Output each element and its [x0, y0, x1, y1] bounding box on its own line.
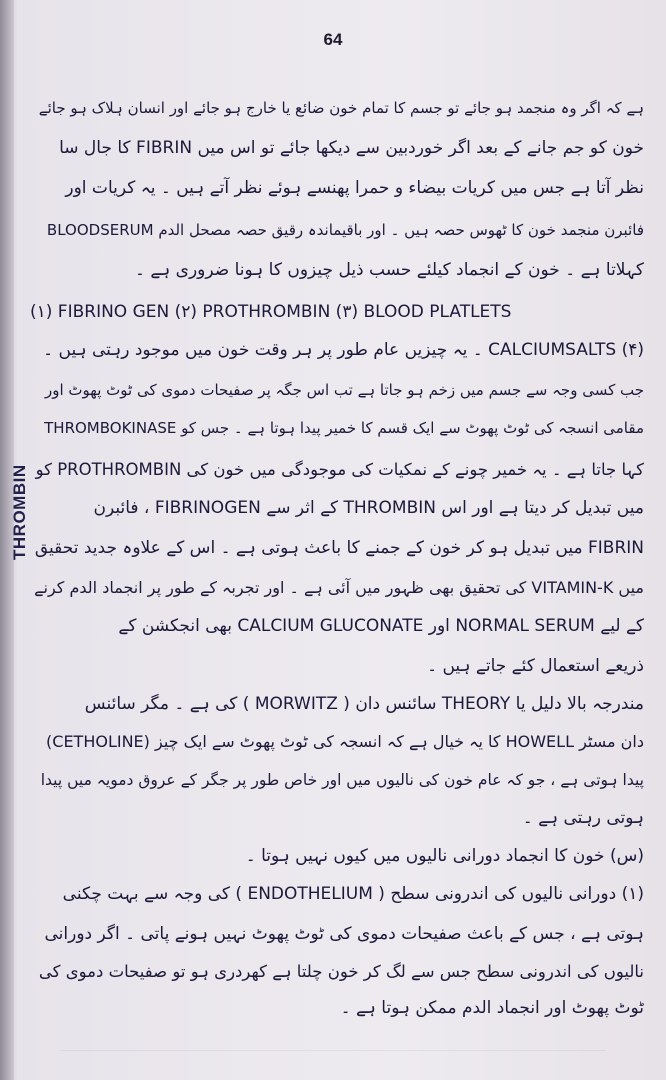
text-line: کے لیے NORMAL SERUM اور CALCIUM GLUCONATE بھی انجکشن کے	[118, 616, 644, 636]
text-line: ذریعے استعمال کئے جاتے ہیں ۔	[427, 656, 644, 676]
text-line: کہا جاتا ہے ۔ یہ خمیر چونے کے نمکیات کی موجودگی میں خون کی PROTHROMBIN کو	[35, 460, 644, 479]
text-line: نالیوں کی اندرونی سطح جس سے لگ کر خون چلتا ہے کھردری ہو تو صفیحات دموی کی	[38, 962, 644, 981]
margin-note-thrombin: THROMBIN	[10, 464, 29, 560]
text-line: (۱) دورانی نالیوں کی اندرونی سطح ( ENDOTHELIUM ) کی وجہ سے بہت چکنی	[62, 884, 644, 904]
bleed-through-line	[60, 1050, 606, 1051]
text-line: FIBRIN میں تبدیل ہو کر خون کے جمنے کا باعث ہوتی ہے ۔ اس کے علاوہ جدید تحقیق	[34, 538, 644, 558]
text-line: ٹوٹ پھوٹ اور انجماد الدم ممکن ہوتا ہے ۔	[340, 998, 644, 1018]
section-heading: (س) خون کا انجماد دورانی نالیوں میں کیوں نہیں ہوتا ۔	[245, 846, 644, 866]
text-line: پیدا ہوتی ہے ، جو کہ عام خون کی نالیوں میں اور خاص طور پر جگر کے عروق دمویہ میں پیدا	[40, 771, 644, 789]
text-line: میں تبدیل کر دیتا ہے اور اس THROMBIN کے اثر سے FIBRINOGEN ، فائبرن	[93, 498, 644, 518]
text-line: (۴) CALCIUMSALTS ۔ یہ چیزیں عام طور پر ہر وقت خون میں موجود رہتی ہیں ۔	[43, 340, 644, 360]
text-line: مقامی انسجہ کی ٹوٹ پھوٹ سے ایک قسم کا خمیر پیدا ہوتا ہے ۔ جس کو THROMBOKINASE	[44, 419, 644, 437]
text-line-list: (۱) FIBRINO GEN (۲) PROTHROMBIN (۳) BLOOD PLATLETS	[30, 302, 512, 322]
text-line: میں VITAMIN-K کی تحقیق بھی ظہور میں آئی ہے ۔ اور تجربہ کے طور پر انجماد الدم کرنے	[34, 578, 644, 597]
page-number: 64	[323, 30, 343, 49]
text-line: فائبرن منجمد خون کا ٹھوس حصہ ہیں ۔ اور باقیماندہ رقیق حصہ مصحل الدم BLOODSERUM	[46, 221, 644, 239]
text-line: مندرجہ بالا دلیل یا THEORY سائنس دان ( MORWITZ ) کی ہے ۔ مگر سائنس	[84, 694, 644, 714]
text-line: دان مسٹر HOWELL کا یہ خیال ہے کہ انسجہ کی ٹوٹ پھوٹ سے ایک چیز (CETHOLINE)	[46, 732, 644, 751]
text-line: نظر آتا ہے جس میں کریات بیضاء و حمرا پھنسے ہوئے نظر آتے ہیں ۔ یہ کریات اور	[65, 178, 644, 198]
text-line: کہلاتا ہے ۔ خون کے انجماد کیلئے حسب ذیل چیزوں کا ہونا ضروری ہے ۔	[134, 260, 644, 280]
text-line: ہے کہ اگر وہ منجمد ہو جائے تو جسم کا تمام خون ضائع یا خارج ہو جائے اور انسان ہلاک ہو جائے	[38, 99, 644, 117]
text-line: ہوتی رہتی ہے ۔	[522, 808, 644, 828]
text-line: ہوتی ہے ، جس کے باعث صفیحات دموی کی ٹوٹ پھوٹ نہیں ہونے پاتی ۔ اگر دورانی	[44, 924, 644, 944]
text-line: خون کو جم جانے کے بعد اگر خوردبین سے دیکھا جائے تو اس میں FIBRIN کا جال سا	[59, 138, 644, 158]
text-line: جب کسی وجہ سے جسم میں زخم ہو جاتا ہے تب اس جگہ پر صفیحات دموی کی ٹوٹ پھوٹ اور	[44, 381, 644, 399]
